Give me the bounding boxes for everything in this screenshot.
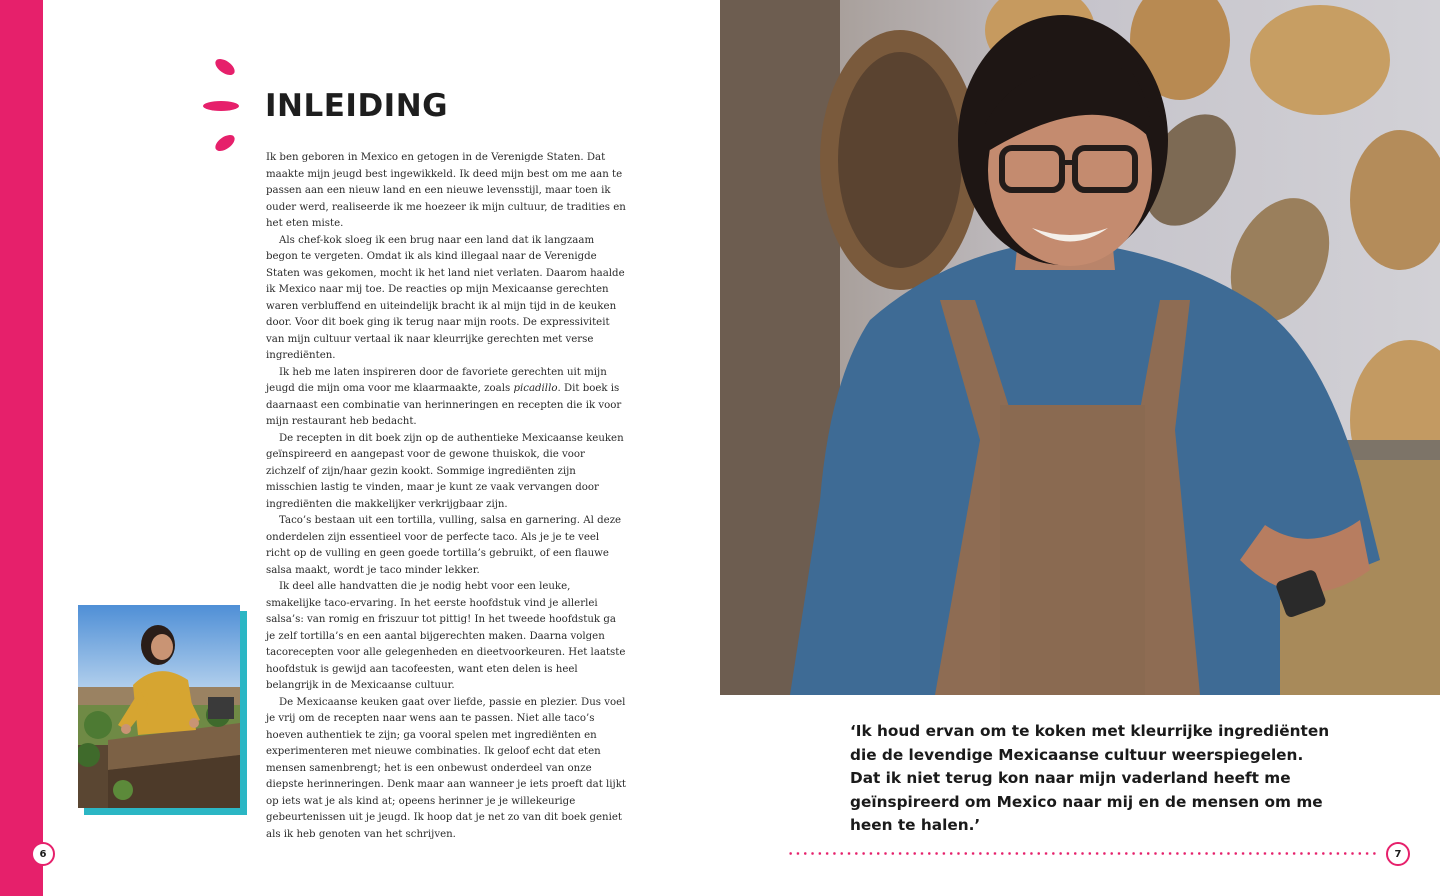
paragraph-text: Ik heb me laten inspireren door de favoriete gerechten uit mijn jeugd die mijn oma voor me klaarmaakte, zoals bbox=[266, 366, 607, 394]
chef-portrait-illustration bbox=[720, 0, 1440, 695]
paragraph: Ik deel alle handvatten die je nodig hebt voor een leuke, smakelijke taco-ervaring. In het eerste hoofdstuk vind je allerlei salsa’s: van romig en friszuur tot pittig! In het tweede hoofdstuk ga je zelf tortilla’s en een aantal bijgerechten maken. Daarna volgen tacorecepten voor alle gelegenheden en dieetvoorkeuren. Het laatste hoofdstuk is gewijd aan tacofeesten, want eten delen is heel belangrijk in de Mexicaanse cultuur. bbox=[266, 581, 626, 691]
page-number-right: 7 bbox=[1386, 842, 1410, 866]
pull-quote: ‘Ik houd ervan om te koken met kleurrijke ingrediënten die de levendige Mexicaanse cultuur weerspiegelen. Dat ik niet terug kon naar mijn vaderland heeft me geïnspireerd om Mexico naar mij en de mensen om me heen te halen.’ bbox=[850, 722, 1330, 834]
body-text bbox=[266, 150, 626, 843]
paragraph: Ik ben geboren in Mexico en getogen in de Verenigde Staten. Dat maakte mijn jeugd best ingewikkeld. Ik deed mijn best om me aan te passen aan een nieuw land en een nieuwe levensstijl, maar toen ik ouder werd, realiseerde ik me hoezeer ik mijn cultuur, de tradities en het eten miste. bbox=[266, 152, 626, 229]
paragraph: De Mexicaanse keuken gaat over liefde, passie en plezier. Dus voel je vrij om de recepten naar wens aan te passen. Niet alle taco’s hoeven authentiek te zijn; ga vooral spelen met ingrediënten en experimenteren met nieuwe combinaties. Ik geloof echt dat eten mensen samenbrengt; het is een onbewust onderdeel van onze diepste herinneringen. Denk maar aan wanneer je iets proeft dat lijkt op iets wat je als kind at; opeens herinner je je willekeurige gebeurtenissen uit je jeugd. Ik hoop dat je net zo van dit boek geniet als ik heb genoten van het schrijven. bbox=[266, 696, 626, 840]
pink-edge-bar bbox=[0, 0, 43, 896]
chef-portrait-photo bbox=[720, 0, 1440, 695]
decorative-burst-icon bbox=[196, 54, 252, 158]
small-photo-gardening bbox=[78, 605, 240, 808]
paragraph: De recepten in dit boek zijn op de authentieke Mexicaanse keuken geïnspireerd en aangepast voor de gewone thuiskok, die voor zichzelf of zijn/haar gezin kookt. Sommige ingrediënten zijn misschien lastig te vinden, maar je kunt ze vaak vervangen door ingrediënten die makkelijker verkrijgbaar zijn. bbox=[266, 432, 624, 510]
page-number-left: 6 bbox=[31, 842, 55, 866]
page-title: INLEIDING bbox=[265, 88, 449, 124]
paragraph: Taco’s bestaan uit een tortilla, vulling, salsa en garnering. Al deze onderdelen zijn essentieel voor de perfecte taco. Als je je te veel richt op de vulling en geen goede tortilla’s gebruikt, of een flauwe salsa maakt, wordt je taco minder lekker. bbox=[266, 515, 622, 576]
paragraph: Als chef-kok sloeg ik een brug naar een land dat ik langzaam begon te vergeten. Omdat ik als kind illegaal naar de Verenigde Staten was gekomen, mocht ik het land niet verlaten. Daarom haalde ik Mexico naar mij toe. De reacties op mijn Mexicaanse gerechten waren verbluffend en uiteindelijk bracht ik al mijn tijd in de keuken door. Voor dit boek ging ik terug naar mijn roots. De expressiviteit van mijn cultuur vertaal ik naar kleurrijke gerechten met verse ingrediënten. bbox=[266, 234, 625, 361]
italic-term: picadillo bbox=[513, 383, 558, 394]
paragraph bbox=[266, 365, 626, 431]
gardening-photo-illustration bbox=[78, 605, 240, 808]
dotted-divider bbox=[787, 852, 1377, 855]
paragraph-text: . Dit boek is daarnaast een combinatie van herinneringen en recepten die ik voor mijn restaurant heb bedacht. bbox=[266, 383, 622, 427]
